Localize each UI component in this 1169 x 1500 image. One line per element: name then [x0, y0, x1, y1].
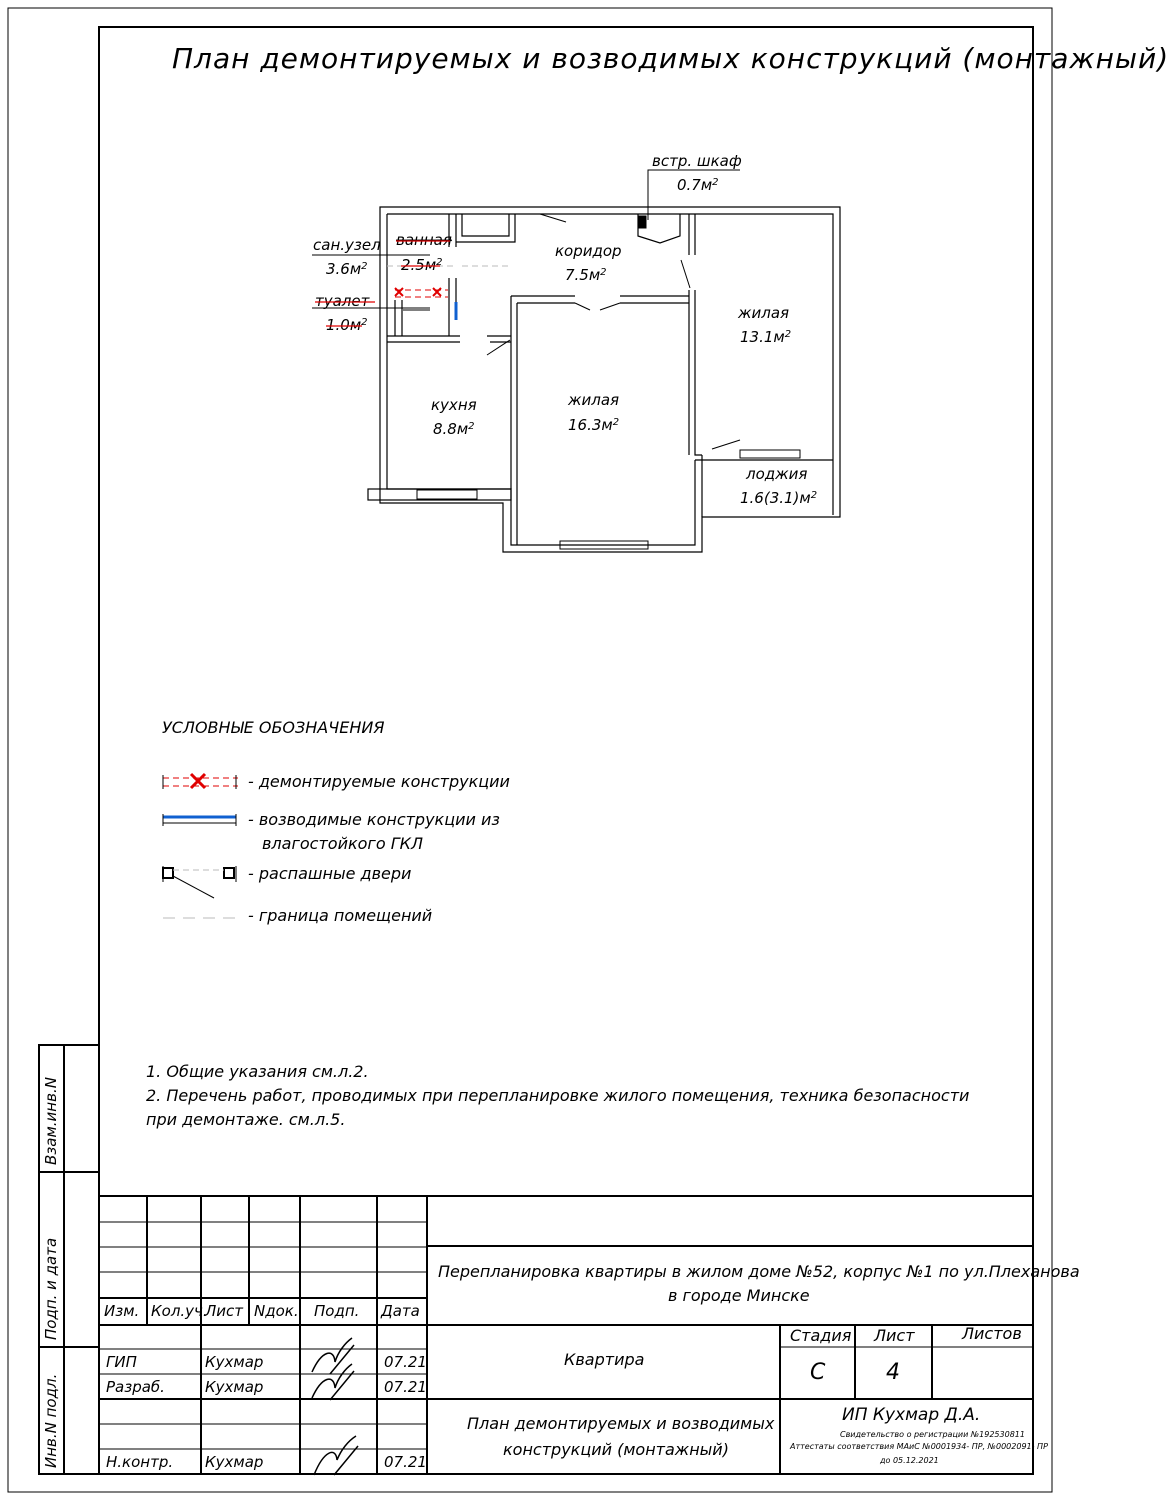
- tb-cert-2: Аттестаты соответствия МАиС №0001934- ПР, №0002091- ПР: [790, 1442, 1048, 1451]
- room-area-bathroom: $2.5м^2$: [401, 256, 443, 274]
- tb-cert-3: до 05.12.2021: [880, 1456, 939, 1465]
- legend-new-wall-label: - возводимые конструкции из: [248, 810, 500, 829]
- tb-project-line-2: в городе Минске: [668, 1286, 810, 1305]
- note-2: 2. Перечень работ, проводимых при перепланировке жилого помещения, техника безопасности: [146, 1086, 970, 1105]
- tb-date-dev: 07.21: [384, 1378, 427, 1396]
- tb-cert-1: Свидетельство о регистрации №192530811: [840, 1430, 1025, 1439]
- tb-sheets-label: Листов: [962, 1324, 1022, 1343]
- tb-date-control: 07.21: [384, 1453, 427, 1471]
- room-area-closet: $0.7м^2$: [677, 176, 719, 194]
- tb-header-koluch: Кол.уч.: [151, 1302, 208, 1320]
- tb-name-dev: Кухмар: [205, 1378, 264, 1396]
- tb-stage-label: Стадия: [790, 1326, 852, 1345]
- legend-new-wall-label-2: влагостойкого ГКЛ: [262, 834, 423, 853]
- room-area-bedroom: $13.1м^2$: [740, 328, 792, 346]
- room-area-loggia: $1.6(3.1)м^2$: [740, 489, 818, 507]
- tb-name-control: Кухмар: [205, 1453, 264, 1471]
- side-stamp-inv: Инв.N подл.: [42, 1373, 60, 1468]
- side-stamp-sign-date: Подп. и дата: [42, 1237, 60, 1340]
- tb-date-gip: 07.21: [384, 1353, 427, 1371]
- tb-role-dev: Разраб.: [106, 1378, 165, 1396]
- room-area-wc-unit: $3.6м^2$: [326, 260, 368, 278]
- room-label-loggia: лоджия: [746, 465, 808, 483]
- room-label-wc-unit: сан.узел: [313, 236, 381, 254]
- tb-stage-value: С: [810, 1360, 826, 1385]
- tb-header-ndok: Nдок.: [254, 1302, 299, 1320]
- tb-role-control: Н.контр.: [106, 1453, 174, 1471]
- tb-header-list: Лист: [205, 1302, 244, 1320]
- legend-boundary-label: - граница помещений: [248, 906, 433, 925]
- tb-name-gip: Кухмар: [205, 1353, 264, 1371]
- tb-header-podp: Подп.: [314, 1302, 360, 1320]
- tb-header-date: Дата: [381, 1302, 420, 1320]
- legend-door-label: - распашные двери: [248, 864, 412, 883]
- tb-object: Квартира: [564, 1350, 645, 1369]
- page-title: План демонтируемых и возводимых конструкций (монтажный): [172, 42, 1169, 75]
- note-1: 1. Общие указания см.л.2.: [146, 1062, 369, 1081]
- room-area-corridor: $7.5м^2$: [565, 266, 607, 284]
- room-label-living: жилая: [568, 391, 620, 409]
- tb-sheet-label: Лист: [874, 1326, 915, 1345]
- tb-sheet-value: 4: [886, 1360, 900, 1385]
- room-label-corridor: коридор: [555, 242, 622, 260]
- legend-heading: УСЛОВНЫЕ ОБОЗНАЧЕНИЯ: [162, 718, 385, 737]
- room-area-living: $16.3м^2$: [568, 416, 620, 434]
- legend-demolish-label: - демонтируемые конструкции: [248, 772, 510, 791]
- room-area-kitchen: $8.8м^2$: [433, 420, 475, 438]
- room-label-bathroom: ванная: [396, 231, 452, 249]
- signature-gip: [312, 1338, 354, 1374]
- tb-company: ИП Кухмар Д.А.: [842, 1405, 981, 1425]
- tb-sheet-title-2: конструкций (монтажный): [503, 1440, 729, 1459]
- tb-project-line-1: Перепланировка квартиры в жилом доме №52, корпус №1 по ул.Плеханова: [438, 1262, 1080, 1281]
- room-label-toilet: туалет: [315, 292, 370, 310]
- tb-header-izm: Изм.: [104, 1302, 140, 1320]
- room-label-bedroom: жилая: [738, 304, 790, 322]
- tb-sheet-title-1: План демонтируемых и возводимых: [467, 1414, 775, 1433]
- room-label-closet: встр. шкаф: [652, 152, 742, 170]
- side-stamp-replace: Взам.инв.N: [42, 1077, 60, 1165]
- signature-control: [314, 1436, 358, 1475]
- room-area-toilet: $1.0м^2$: [326, 316, 368, 334]
- tb-role-gip: ГИП: [106, 1353, 137, 1371]
- note-3: при демонтаже. см.л.5.: [146, 1110, 346, 1129]
- room-label-kitchen: кухня: [431, 396, 477, 414]
